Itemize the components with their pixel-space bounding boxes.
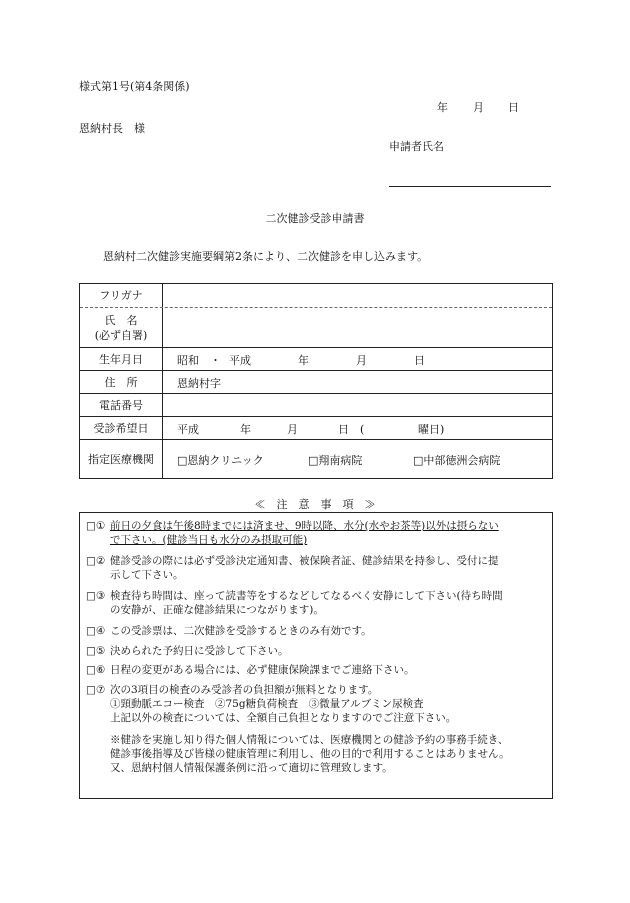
privacy-line-2: 健診事後指導及び皆様の健康管理に利用し、他の目的で利用することはありません。 bbox=[110, 748, 510, 760]
note-checkbox-6[interactable]: □⑥ bbox=[86, 664, 106, 676]
hospital-options bbox=[163, 440, 552, 478]
furigana-label: フリガナ bbox=[80, 284, 163, 307]
note-7-line-1: 次の3項目の検査のみ受診者の負担額が無料となります。 bbox=[110, 684, 379, 696]
exam-weekday-label: 曜日) bbox=[418, 423, 445, 436]
notes-box bbox=[79, 512, 553, 799]
exam-date-label: 受診希望日 bbox=[80, 417, 163, 439]
hospital-option-shonan[interactable]: □翔南病院 bbox=[308, 454, 363, 467]
exam-year-label: 年 bbox=[240, 423, 251, 436]
document-title: 二次健診受診申請書 bbox=[265, 212, 365, 225]
exam-day-label: 日 ( bbox=[338, 423, 365, 436]
birth-era-heisei[interactable]: 平成 bbox=[229, 354, 251, 367]
hospital-option-chubu-tokushukai[interactable]: □中部徳洲会病院 bbox=[413, 454, 501, 467]
row-hospital bbox=[80, 439, 552, 478]
exam-era: 平成 bbox=[177, 423, 199, 436]
note-3-line-1: 検査待ち時間は、座って読書等をするなどしてなるべく安静にして下さい(待ち時間 bbox=[110, 590, 503, 602]
note-5-line-1: 決められた予約日に受診して下さい。 bbox=[110, 645, 289, 657]
name-label-cell bbox=[80, 308, 163, 347]
phone-field[interactable] bbox=[163, 394, 552, 416]
intro-text: 恩納村二次健診実施要綱第2条により、二次健診を申し込みます。 bbox=[103, 250, 429, 263]
note-7-line-2: ①頸動脈エコー検査 ②75g糖負荷検査 ③微量アルブミン尿検査 bbox=[110, 698, 424, 710]
applicant-signature-line[interactable] bbox=[389, 186, 551, 187]
row-address bbox=[80, 370, 552, 393]
privacy-line-1: ※健診を実施し知り得た個人情報については、医療機関との健診予約の事務手続き、 bbox=[110, 734, 509, 746]
name-label: 氏 名 bbox=[104, 313, 138, 327]
date-year-label: 年 bbox=[437, 101, 448, 114]
hospital-option-onna-clinic[interactable]: □恩納クリニック bbox=[177, 454, 264, 467]
note-checkbox-2[interactable]: □② bbox=[86, 555, 106, 567]
birth-month-label: 月 bbox=[356, 354, 367, 367]
note-6-line-1: 日程の変更がある場合には、必ず健康保険課までご連絡下さい。 bbox=[110, 664, 415, 676]
note-7-line-3: 上記以外の検査については、全額自己負担となりますのでご注意下さい。 bbox=[110, 712, 457, 724]
date-month-label: 月 bbox=[473, 101, 484, 114]
birth-era-separator: ・ bbox=[210, 354, 221, 367]
addressee: 恩納村長 様 bbox=[79, 122, 145, 135]
note-1-line-1: 前日の夕食は午後8時までには済ませ、9時以降、水分(水やお茶等)以外は摂らない bbox=[110, 520, 499, 532]
exam-date-field[interactable] bbox=[163, 417, 552, 439]
hospital-label: 指定医療機関 bbox=[80, 440, 163, 478]
note-2-line-1: 健診受診の際には必ず受診決定通知書、被保険者証、健診結果を持参し、受付に提 bbox=[110, 555, 499, 567]
furigana-field[interactable] bbox=[163, 284, 552, 307]
birth-day-label: 日 bbox=[414, 354, 425, 367]
phone-label: 電話番号 bbox=[80, 394, 163, 416]
note-3-line-2: の安静が、正確な健診結果につながります)。 bbox=[110, 604, 324, 616]
note-4-line-1: この受診票は、二次健診を受診するときのみ有効です。 bbox=[110, 625, 372, 637]
note-checkbox-5[interactable]: □⑤ bbox=[86, 645, 106, 657]
applicant-name-label: 申請者氏名 bbox=[389, 140, 444, 153]
privacy-line-3: 又、恩納村個人情報保護条例に沿って適切に管理致します。 bbox=[110, 762, 393, 774]
notes-title: ≪ 注 意 事 項 ≫ bbox=[254, 498, 376, 511]
application-form-table bbox=[79, 283, 553, 479]
note-checkbox-4[interactable]: □④ bbox=[86, 625, 106, 637]
row-exam-date bbox=[80, 416, 552, 439]
row-birthdate bbox=[80, 347, 552, 370]
row-name bbox=[80, 307, 552, 347]
exam-month-label: 月 bbox=[287, 423, 298, 436]
row-phone bbox=[80, 393, 552, 416]
name-field[interactable] bbox=[163, 308, 552, 347]
birthdate-field[interactable] bbox=[163, 348, 552, 370]
address-label: 住 所 bbox=[80, 371, 163, 393]
note-checkbox-3[interactable]: □③ bbox=[86, 590, 106, 602]
note-checkbox-1[interactable]: □① bbox=[86, 520, 106, 532]
birthdate-label: 生年月日 bbox=[80, 348, 163, 370]
form-number: 様式第1号(第4条関係) bbox=[79, 80, 190, 93]
birth-year-label: 年 bbox=[298, 354, 309, 367]
name-sub-label: (必ず自署) bbox=[94, 328, 148, 342]
note-2-line-2: 示して下さい。 bbox=[110, 569, 184, 581]
row-furigana bbox=[80, 284, 552, 307]
note-checkbox-7[interactable]: □⑦ bbox=[86, 684, 106, 696]
address-field[interactable] bbox=[163, 371, 552, 393]
note-1-line-2: で下さい。(健診当日も水分のみ摂取可能) bbox=[110, 534, 308, 546]
birth-era-showa[interactable]: 昭和 bbox=[177, 354, 199, 367]
date-day-label: 日 bbox=[508, 101, 519, 114]
address-prefix: 恩納村字 bbox=[177, 377, 221, 390]
